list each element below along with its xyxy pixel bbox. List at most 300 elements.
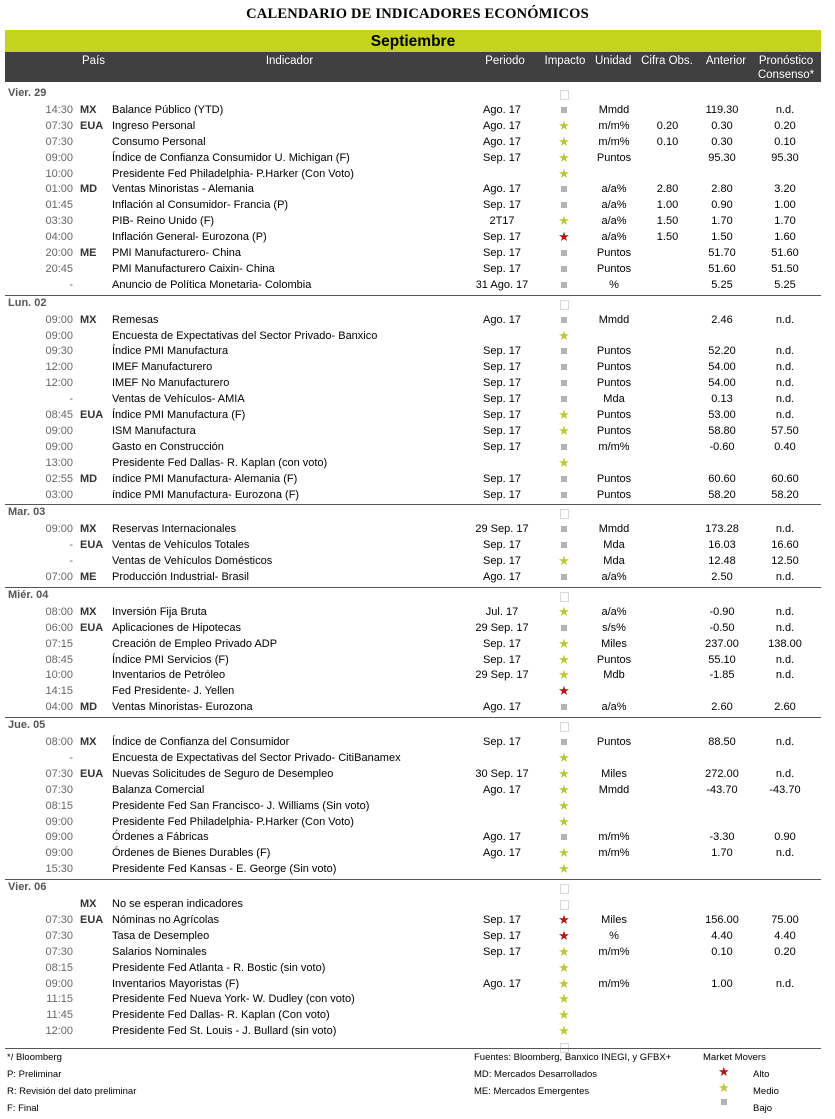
- observed-cell: 0.20: [656, 119, 679, 132]
- unit-cell: Puntos: [596, 653, 632, 666]
- unit-cell: Mda: [603, 555, 625, 568]
- period-cell: Sep. 17: [483, 736, 521, 748]
- impact-marker: ★: [558, 407, 570, 422]
- period-cell: 29 Sep. 17: [475, 669, 529, 682]
- impact-marker: ★: [558, 1007, 570, 1023]
- impact-marker: [561, 574, 567, 580]
- unit-cell: Mmdd: [598, 103, 630, 116]
- impact-marker: [561, 348, 567, 354]
- impact-medium-star-icon: [556, 328, 572, 344]
- indicator-cell: Salarios Nominales: [112, 945, 207, 958]
- previous-cell: -0.60: [709, 440, 735, 453]
- table-row: [0, 86, 835, 102]
- time-cell: 09:00: [45, 847, 73, 860]
- impact-medium-star-icon: [556, 423, 572, 439]
- impact-marker: [560, 592, 569, 602]
- country-cell: EUA: [80, 409, 104, 421]
- footnote-bloomberg: */ Bloomberg: [7, 1052, 62, 1063]
- indicator-cell: Ventas Minoristas - Alemania: [112, 183, 254, 196]
- previous-cell: 55.10: [708, 653, 736, 666]
- impact-marker: ★: [558, 813, 570, 829]
- impact-low-square-icon: [556, 521, 572, 537]
- time-cell: 12:00: [45, 1025, 73, 1038]
- impact-marker: ★: [558, 911, 570, 927]
- indicator-cell: Creación de Empleo Privado ADP: [112, 637, 278, 650]
- indicator-cell: IMEF No Manufacturero: [112, 377, 230, 390]
- impact-high-star-icon: [556, 229, 572, 245]
- forecast-cell: 0.20: [774, 119, 796, 132]
- table-row: [0, 861, 835, 877]
- time-cell: 11:45: [46, 1009, 73, 1022]
- impact-marker: [560, 884, 569, 894]
- time-cell: 07:30: [45, 767, 73, 780]
- observed-cell: 0.10: [656, 135, 679, 148]
- legend-bajo-label: Bajo: [753, 1103, 773, 1114]
- forecast-cell: n.d.: [775, 377, 795, 390]
- table-row: [0, 150, 835, 166]
- previous-cell: 0.30: [711, 119, 733, 132]
- indicator-cell: Índice de Confianza Consumidor U. Michigan (F): [112, 151, 350, 164]
- observed-cell: 1.50: [656, 215, 679, 228]
- period-cell: Sep. 17: [483, 199, 521, 212]
- indicator-cell: Presidente Fed Dallas- R. Kaplan (Con voto): [112, 1009, 330, 1022]
- table-row: [0, 652, 835, 668]
- table-row: [0, 718, 835, 734]
- impact-medium-star-icon: [556, 604, 572, 620]
- impact-medium-star-icon: [556, 750, 572, 766]
- indicator-cell: Balance Público (YTD): [112, 103, 224, 116]
- period-cell: Sep. 17: [483, 247, 521, 259]
- impact-marker: ★: [558, 845, 570, 861]
- time-cell: 01:45: [45, 199, 73, 212]
- impact-medium-star-icon: [556, 766, 572, 782]
- unit-cell: Puntos: [596, 151, 632, 164]
- forecast-cell: 51.60: [771, 247, 799, 259]
- country-cell: EUA: [80, 621, 104, 634]
- time-cell: 08:00: [45, 605, 73, 618]
- legend-medio-label: Medio: [753, 1086, 779, 1097]
- period-cell: Sep. 17: [483, 637, 521, 650]
- impact-marker: [561, 250, 567, 256]
- impact-low-square-icon: [556, 181, 572, 197]
- forecast-cell: n.d.: [775, 393, 795, 406]
- impact-marker: ★: [558, 959, 570, 975]
- impact-low-square-icon: [556, 487, 572, 503]
- impact-marker: [561, 317, 567, 323]
- unit-cell: Puntos: [596, 377, 632, 390]
- impact-marker: [561, 107, 567, 113]
- impact-empty-box-icon: [556, 296, 572, 312]
- footnote-md: MD: Mercados Desarrollados: [474, 1069, 598, 1080]
- forecast-cell: n.d.: [775, 977, 795, 990]
- impact-low-square-icon: [556, 197, 572, 213]
- previous-cell: 119.30: [705, 103, 739, 116]
- impact-marker: [561, 625, 567, 631]
- unit-cell: m/m%: [598, 135, 630, 148]
- impact-marker: ★: [558, 117, 570, 133]
- period-cell: Ago. 17: [483, 847, 521, 860]
- previous-cell: 2.80: [711, 183, 733, 196]
- indicator-cell: Presidente Fed Philadelphia- P.Harker (Con Voto): [112, 815, 354, 828]
- previous-cell: 4.40: [711, 929, 733, 942]
- impact-low-square-icon: [556, 829, 572, 845]
- period-cell: Sep. 17: [483, 488, 521, 501]
- period-cell: Sep. 17: [483, 539, 521, 552]
- impact-medium-star-icon: [556, 814, 572, 830]
- impact-marker: [561, 526, 567, 532]
- impact-marker: ★: [558, 749, 570, 765]
- indicator-cell: Índice PMI Servicios (F): [112, 653, 229, 666]
- impact-marker: ★: [558, 1023, 570, 1039]
- column-header-pronostico: [753, 54, 819, 82]
- table-row: [0, 261, 835, 277]
- impact-marker: [561, 739, 567, 745]
- table-row: [0, 814, 835, 830]
- time-cell: 08:45: [45, 409, 73, 421]
- time-cell: 07:30: [45, 913, 73, 926]
- impact-marker: ★: [558, 781, 570, 797]
- period-cell: 2T17: [489, 215, 515, 228]
- time-cell: 09:00: [45, 151, 73, 164]
- previous-cell: 51.60: [708, 262, 736, 275]
- table-row: [0, 487, 835, 503]
- previous-cell: 156.00: [705, 913, 739, 926]
- time-cell: 04:00: [45, 231, 73, 244]
- previous-cell: 60.60: [708, 472, 736, 485]
- time-cell: 15:30: [45, 863, 73, 876]
- table-row: [0, 588, 835, 604]
- indicator-cell: Remesas: [112, 313, 159, 326]
- footnote-revision: R: Revisión del dato preliminar: [7, 1086, 137, 1097]
- impact-marker: [560, 90, 569, 100]
- forecast-cell: 5.25: [774, 278, 796, 291]
- forecast-cell: 16.60: [771, 539, 799, 552]
- period-cell: Ago. 17: [483, 135, 521, 148]
- impact-empty-box-icon: [556, 896, 572, 912]
- table-row: [0, 375, 835, 391]
- period-cell: Ago. 17: [483, 783, 521, 796]
- impact-high-star-icon: [556, 912, 572, 928]
- previous-cell: 1.70: [711, 215, 733, 228]
- indicator-cell: Reservas Internacionales: [112, 523, 237, 536]
- unit-cell: m/m%: [598, 945, 630, 958]
- unit-cell: a/a%: [601, 231, 627, 244]
- legend-title: Market Movers: [703, 1052, 766, 1063]
- table-row: [0, 569, 835, 585]
- impact-marker: [561, 704, 567, 710]
- period-cell: 31 Ago. 17: [475, 278, 529, 291]
- footnote-me: ME: Mercados Emergentes: [474, 1086, 590, 1097]
- unit-cell: a/a%: [601, 605, 627, 618]
- indicator-cell: PIB- Reino Unido (F): [112, 215, 215, 228]
- forecast-cell: 75.00: [771, 913, 799, 926]
- forecast-cell: n.d.: [775, 653, 795, 666]
- country-cell: EUA: [80, 539, 104, 552]
- time-cell: 07:30: [45, 929, 73, 942]
- time-cell: 07:30: [45, 945, 73, 958]
- forecast-cell: 58.20: [771, 488, 799, 501]
- indicator-cell: Presidente Fed St. Louis - J. Bullard (sin voto): [112, 1025, 337, 1038]
- impact-marker: ★: [558, 991, 570, 1007]
- table-row: [0, 439, 835, 455]
- indicator-cell: Aplicaciones de Hipotecas: [112, 621, 242, 634]
- period-cell: Ago. 17: [483, 119, 521, 132]
- impact-marker: ★: [558, 861, 570, 877]
- impact-marker: ★: [558, 667, 570, 683]
- table-row: [0, 213, 835, 229]
- unit-cell: a/a%: [601, 701, 627, 714]
- consenso-label: Consenso*: [757, 69, 815, 81]
- table-row: [0, 197, 835, 213]
- unit-cell: %: [609, 278, 619, 291]
- forecast-cell: 95.30: [771, 151, 799, 164]
- indicator-cell: Presidente Fed Atlanta - R. Bostic (sin voto): [112, 961, 326, 974]
- period-cell: Sep. 17: [483, 913, 521, 926]
- indicator-cell: Órdenes de Bienes Durables (F): [112, 847, 271, 860]
- impact-marker: [560, 509, 569, 519]
- forecast-cell: 1.60: [774, 231, 796, 244]
- period-cell: Ago. 17: [483, 571, 521, 583]
- table-row: [0, 505, 835, 521]
- indicator-cell: Ingreso Personal: [112, 119, 196, 132]
- time-cell: 02:55: [45, 472, 73, 485]
- forecast-cell: 12.50: [771, 555, 799, 568]
- unit-cell: m/m%: [598, 977, 630, 990]
- column-header-unidad: Unidad: [595, 55, 632, 67]
- impact-marker: [560, 900, 569, 910]
- previous-cell: 88.50: [708, 736, 736, 748]
- indicator-cell: ISM Manufactura: [112, 424, 196, 437]
- indicator-cell: Consumo Personal: [112, 135, 206, 148]
- indicator-cell: Tasa de Desempleo: [112, 929, 210, 942]
- impact-marker: [561, 266, 567, 272]
- table-row: [0, 636, 835, 652]
- month-banner: Septiembre: [5, 30, 821, 52]
- impact-marker: [561, 834, 567, 840]
- forecast-cell: 1.70: [774, 215, 796, 228]
- table-row: [0, 423, 835, 439]
- column-header-anterior: Anterior: [705, 55, 747, 67]
- country-cell: MX: [80, 736, 97, 748]
- table-row: [0, 312, 835, 328]
- period-cell: Sep. 17: [483, 377, 521, 390]
- period-cell: Sep. 17: [483, 555, 521, 568]
- impact-low-square-icon: [556, 375, 572, 391]
- previous-cell: 2.60: [711, 701, 733, 714]
- impact-medium-star-icon: [556, 455, 572, 471]
- impact-marker: [561, 202, 567, 208]
- table-row: [0, 537, 835, 553]
- impact-low-square-icon: [556, 537, 572, 553]
- impact-low-square-icon: [556, 699, 572, 715]
- impact-low-square-icon: [556, 261, 572, 277]
- forecast-cell: 0.10: [774, 135, 796, 148]
- period-cell: Sep. 17: [483, 945, 521, 958]
- impact-low-square-icon: [556, 312, 572, 328]
- impact-medium-star-icon: [556, 1007, 572, 1023]
- period-cell: 29 Sep. 17: [475, 621, 529, 634]
- time-cell: 20:45: [45, 262, 73, 275]
- previous-cell: -0.50: [709, 621, 735, 634]
- observed-cell: 2.80: [656, 183, 679, 196]
- unit-cell: Miles: [601, 913, 627, 926]
- previous-cell: 2.50: [711, 571, 733, 583]
- day-label: Vier. 06: [8, 881, 47, 894]
- indicator-cell: Ventas Minoristas- Eurozona: [112, 701, 253, 714]
- table-row: [0, 880, 835, 896]
- forecast-cell: 51.50: [771, 262, 799, 275]
- unit-cell: a/a%: [601, 199, 627, 212]
- indicator-cell: PMI Manufacturero Caixin- China: [112, 262, 275, 275]
- forecast-cell: 0.90: [774, 831, 796, 844]
- indicator-cell: Producción Industrial- Brasil: [112, 571, 249, 583]
- impact-empty-box-icon: [556, 718, 572, 734]
- period-cell: Ago. 17: [483, 977, 521, 990]
- indicator-cell: Índice de Confianza del Consumidor: [112, 736, 290, 748]
- impact-marker: ★: [558, 422, 570, 438]
- impact-marker: ★: [558, 765, 570, 781]
- forecast-cell: n.d.: [775, 847, 795, 860]
- impact-medium-star-icon: [556, 213, 572, 229]
- impact-low-square-icon: [556, 359, 572, 375]
- unit-cell: Mda: [603, 393, 625, 406]
- country-cell: MX: [80, 313, 97, 326]
- unit-cell: m/m%: [598, 847, 630, 860]
- indicator-cell: Inflación General- Eurozona (P): [112, 231, 267, 244]
- indicator-cell: Fed Presidente- J. Yellen: [112, 685, 235, 698]
- impact-marker: ★: [558, 213, 570, 229]
- impact-low-square-icon: [556, 569, 572, 585]
- table-row: [0, 134, 835, 150]
- impact-medium-star-icon: [556, 991, 572, 1007]
- period-cell: Ago. 17: [483, 313, 521, 326]
- impact-medium-star-icon: [556, 652, 572, 668]
- impact-marker: ★: [558, 165, 570, 181]
- unit-cell: Puntos: [596, 247, 632, 259]
- indicator-cell: Ventas de Vehículos Totales: [112, 539, 250, 552]
- impact-medium-star-icon: [556, 861, 572, 877]
- indicator-cell: Índice PMI Manufactura (F): [112, 409, 246, 421]
- indicator-cell: IMEF Manufacturero: [112, 361, 213, 374]
- previous-cell: 0.30: [711, 135, 733, 148]
- impact-marker: [561, 476, 567, 482]
- previous-cell: 54.00: [708, 361, 736, 374]
- column-header-periodo: Periodo: [485, 55, 525, 67]
- indicator-cell: Presidente Fed Nueva York- W. Dudley (con voto): [112, 993, 355, 1006]
- previous-cell: 54.00: [708, 377, 736, 390]
- time-cell: 09:00: [45, 977, 73, 990]
- impact-low-square-icon: [556, 734, 572, 750]
- indicator-cell: índice PMI Manufactura- Eurozona (F): [112, 488, 300, 501]
- time-cell: 08:00: [45, 736, 73, 748]
- time-cell: 03:00: [45, 488, 73, 501]
- impact-marker: ★: [558, 975, 570, 991]
- forecast-cell: n.d.: [775, 409, 795, 421]
- previous-cell: 1.70: [711, 847, 733, 860]
- country-cell: MX: [80, 605, 97, 618]
- table-row: [0, 604, 835, 620]
- forecast-cell: 2.60: [774, 701, 796, 714]
- previous-cell: 95.30: [708, 151, 736, 164]
- impact-marker: [561, 186, 567, 192]
- time-cell: 09:00: [45, 831, 73, 844]
- indicator-cell: Índice PMI Manufactura: [112, 345, 229, 358]
- time-cell: 07:15: [45, 637, 73, 650]
- unit-cell: a/a%: [601, 215, 627, 228]
- forecast-cell: n.d.: [775, 669, 795, 682]
- impact-medium-star-icon: [556, 407, 572, 423]
- time-cell: 09:00: [45, 815, 73, 828]
- previous-cell: 0.90: [711, 199, 733, 212]
- unit-cell: %: [609, 929, 619, 942]
- period-cell: Ago. 17: [483, 701, 521, 714]
- impact-medium-star-icon: [556, 134, 572, 150]
- period-cell: Sep. 17: [483, 361, 521, 374]
- table-row: [0, 343, 835, 359]
- document-title: CALENDARIO DE INDICADORES ECONÓMICOS: [246, 6, 589, 22]
- indicator-cell: Presidente Fed Dallas- R. Kaplan (con voto): [112, 456, 328, 469]
- table-row: [0, 407, 835, 423]
- impact-low-square-icon: [556, 391, 572, 407]
- unit-cell: a/a%: [601, 571, 627, 583]
- impact-high-star-icon: [556, 928, 572, 944]
- table-row: [0, 181, 835, 197]
- indicator-cell: Gasto en Construcción: [112, 440, 224, 453]
- indicator-cell: Balanza Comercial: [112, 783, 205, 796]
- indicator-cell: Nuevas Solicitudes de Seguro de Desempleo: [112, 767, 334, 780]
- period-cell: Sep. 17: [483, 653, 521, 666]
- impact-low-square-icon: [556, 471, 572, 487]
- impact-low-square-icon: [556, 102, 572, 118]
- time-cell: 10:00: [45, 167, 73, 180]
- previous-cell: 58.20: [708, 488, 736, 501]
- impact-medium-star-icon: [556, 944, 572, 960]
- indicator-cell: Órdenes a Fábricas: [112, 831, 209, 844]
- indicator-cell: Inversión Fija Bruta: [112, 605, 207, 618]
- table-row: [0, 455, 835, 471]
- impact-medium-star-icon: [556, 960, 572, 976]
- previous-cell: 0.13: [711, 393, 733, 406]
- previous-cell: 12.48: [708, 555, 736, 568]
- impact-medium-star-icon: [556, 118, 572, 134]
- period-cell: Ago. 17: [483, 103, 521, 116]
- observed-cell: 1.00: [656, 199, 679, 212]
- time-cell: 04:00: [45, 701, 73, 714]
- impact-marker: ★: [558, 797, 570, 813]
- indicator-cell: Nóminas no Agrícolas: [112, 913, 219, 926]
- country-cell: MD: [80, 472, 98, 485]
- table-row: [0, 471, 835, 487]
- impact-marker: ★: [558, 229, 570, 245]
- forecast-cell: n.d.: [775, 361, 795, 374]
- unit-cell: Puntos: [596, 409, 632, 421]
- forecast-cell: n.d.: [775, 345, 795, 358]
- period-cell: 29 Sep. 17: [475, 523, 529, 536]
- period-cell: Sep. 17: [483, 472, 521, 485]
- impact-low-square-icon: [556, 620, 572, 636]
- country-cell: EUA: [80, 767, 104, 780]
- impact-medium-star-icon: [556, 798, 572, 814]
- impact-medium-star-icon: [556, 976, 572, 992]
- footnote-preliminar: P: Preliminar: [7, 1069, 62, 1080]
- unit-cell: Mdb: [603, 669, 625, 682]
- column-header-pais: País: [82, 55, 106, 67]
- period-cell: Sep. 17: [483, 929, 521, 942]
- time-cell: 09:00: [45, 523, 73, 536]
- previous-cell: 1.00: [711, 977, 733, 990]
- unit-cell: Puntos: [596, 262, 632, 275]
- table-row: [0, 896, 835, 912]
